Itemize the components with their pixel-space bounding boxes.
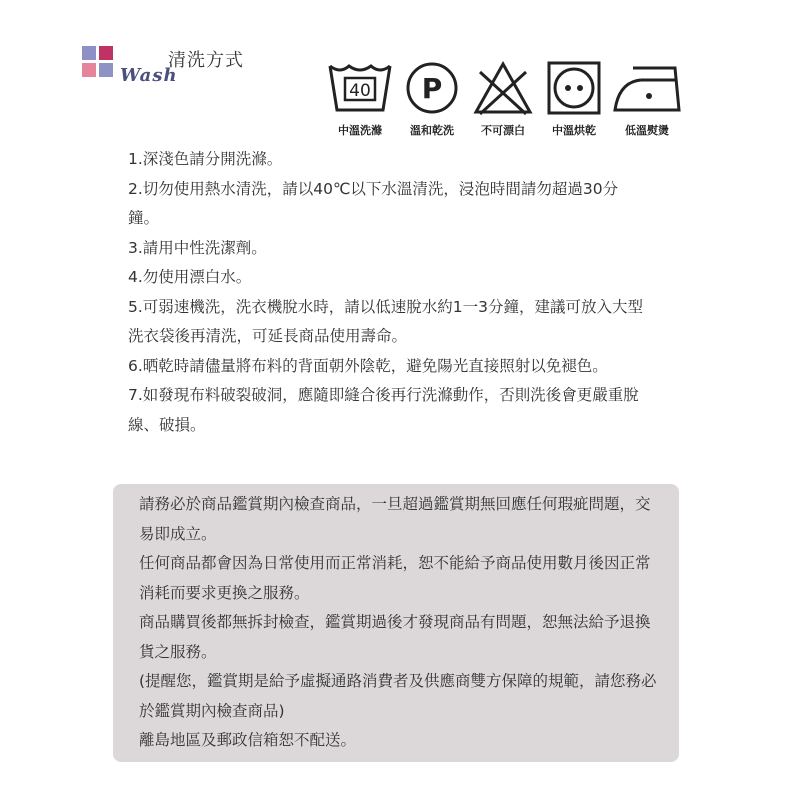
care-label: 中溫烘乾 [552,124,596,137]
page-title: 清洗方式 [168,50,244,71]
care-wash [326,60,394,137]
care-label: 不可漂白 [481,124,525,137]
care-no-bleach [471,60,535,137]
care-icons-row [326,60,684,140]
care-label: 低溫熨燙 [625,124,669,137]
care-dry-clean [402,60,462,137]
notice-paragraph: 任何商品都會因為日常使用而正常消耗，恕不能給予商品使用數月後因正常消耗而要求更換之服務。 [139,554,651,602]
instruction-item: 5.可弱速機洗，洗衣機脫水時，請以低速脫水約1一3分鐘，建議可放入大型洗衣袋後再清洗，可延長商品使用壽命。 [128,297,644,345]
instruction-item: 4.勿使用漂白水。 [128,268,252,286]
logo-square-icon [82,63,96,77]
instruction-item: 2.切勿使用熱水清洗，請以40℃以下水溫清洗，浸泡時間請勿超過30分鐘。 [128,179,619,227]
care-label: 中溫洗滌 [338,124,382,137]
instruction-item: 1.深淺色請分開洗滌。 [128,150,283,168]
svg-text:P: P [421,72,443,105]
instruction-item: 3.請用中性洗潔劑。 [128,238,267,257]
instruction-item: 6.晒乾時請儘量將布料的背面朝外陰乾，避免陽光直接照射以免褪色。 [128,356,608,375]
care-label: 溫和乾洗 [410,124,454,137]
dry-clean-p-icon [403,60,461,116]
notice-paragraph: 商品購買後都無拆封檢查，鑑賞期過後才發現商品有問題，恕無法給予退換貨之服務。 [139,613,651,661]
washing-instructions [128,145,648,440]
wash-logo [82,46,262,96]
logo-square-icon [99,63,113,77]
notice-paragraph: 請務必於商品鑑賞期內檢查商品，一旦超過鑑賞期無回應任何瑕疵問題，交易即成立。 [139,495,651,543]
svg-text:40: 40 [349,81,371,101]
logo-square-icon [82,46,96,60]
notice-box [113,484,679,762]
wash-tub-40-icon [327,60,393,116]
tumble-dry-medium-icon [546,60,602,116]
care-tumble-dry [545,60,603,137]
care-iron [611,60,683,137]
notice-paragraph: 離島地區及郵政信箱恕不配送。 [139,731,357,749]
logo-square-icon [99,46,113,60]
no-bleach-icon [472,60,534,116]
notice-paragraph: (提醒您，鑑賞期是給予虛擬通路消費者及供應商雙方保障的規範，請您務必於鑑賞期內檢查商品) [139,672,657,720]
iron-low-icon [611,60,683,116]
instruction-item: 7.如發現布料破裂破洞，應隨即縫合後再行洗滌動作，否則洗後會更嚴重脫線、破損。 [128,386,639,434]
logo-script-word: Wash [120,65,178,86]
